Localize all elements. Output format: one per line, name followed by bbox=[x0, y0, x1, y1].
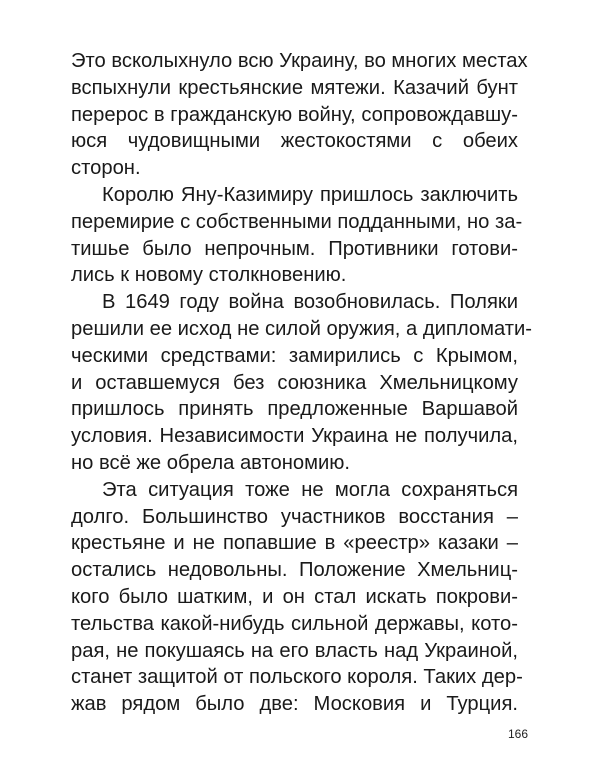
text-line: жав рядом было две: Московия и Турция. bbox=[71, 693, 518, 716]
text-line: перерос в гражданскую войну, сопровождавшу- bbox=[71, 103, 518, 126]
text-line: долго. Большинство участников восстания – bbox=[71, 505, 518, 528]
text-line: сторон. bbox=[71, 157, 141, 180]
text-line: остались недовольны. Положение Хмельниц- bbox=[71, 559, 518, 582]
text-line: рая, не покушаясь на его власть над Украиной, bbox=[71, 639, 518, 662]
paragraph-2 bbox=[71, 182, 523, 289]
text-line: вспыхнули крестьянские мятежи. Казачий бунт bbox=[71, 76, 518, 99]
text-line: лись к новому столкновению. bbox=[71, 264, 347, 287]
text-line: и оставшемуся без союзника Хмельницкому bbox=[71, 371, 518, 394]
text-line: ческими средствами: замирились с Крымом, bbox=[71, 344, 518, 367]
text-line: В 1649 году война возобновилась. Поляки bbox=[102, 291, 518, 314]
text-line: тишье было непрочным. Противники готови- bbox=[71, 237, 518, 260]
text-line: Королю Яну-Казимиру пришлось заключить bbox=[102, 183, 518, 206]
paragraph-3 bbox=[71, 289, 532, 477]
text-line: Эта ситуация тоже не могла сохраняться bbox=[102, 478, 518, 501]
text-line: перемирие с собственными подданными, но за- bbox=[71, 210, 523, 233]
text-line: решили ее исход не силой оружия, а дипломати- bbox=[71, 317, 532, 340]
page-number: 166 bbox=[507, 727, 528, 741]
text-line: тельства какой-нибудь сильной державы, кото- bbox=[71, 612, 518, 635]
body-text bbox=[71, 48, 532, 718]
text-line: крестьяне и не попавшие в «реестр» казаки – bbox=[71, 532, 518, 555]
paragraph-4 bbox=[71, 477, 523, 718]
text-line: юся чудовищными жестокостями с обеих bbox=[71, 130, 518, 153]
text-line: Это всколыхнуло всю Украину, во многих местах bbox=[71, 50, 528, 72]
text-line: но всё же обрела автономию. bbox=[71, 451, 350, 474]
paragraph-1 bbox=[71, 48, 528, 182]
text-line: пришлось принять предложенные Варшавой bbox=[71, 398, 518, 421]
text-line: кого было шатким, и он стал искать покрови- bbox=[71, 585, 518, 608]
text-line: условия. Независимости Украина не получила, bbox=[71, 425, 518, 448]
text-line: станет защитой от польского короля. Таких дер- bbox=[71, 666, 523, 689]
